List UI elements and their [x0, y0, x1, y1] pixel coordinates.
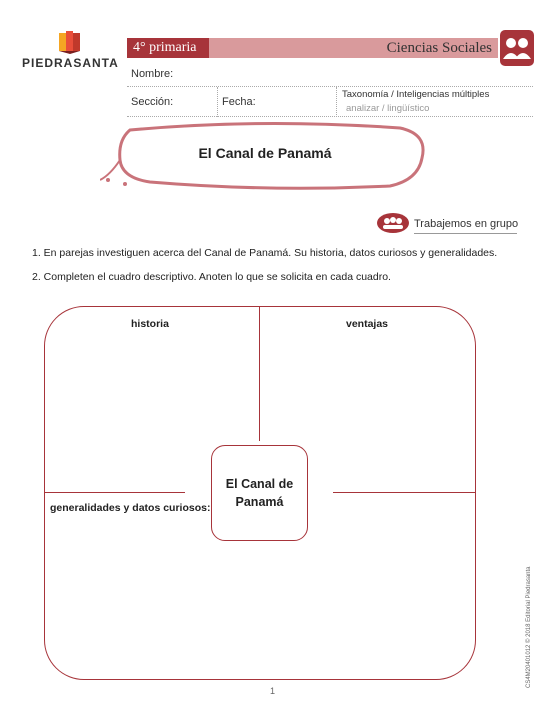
subject-label: Ciencias Sociales — [386, 40, 492, 56]
group-work-label: Trabajemos en grupo — [414, 218, 519, 230]
form-divider-1 — [217, 87, 218, 117]
chart-left-divider — [44, 492, 185, 493]
general-data-label: generalidades y datos curiosos: — [50, 502, 211, 514]
form-divider-2 — [336, 87, 337, 117]
center-topic-line2: Panamá — [235, 495, 284, 509]
group-people-icon — [500, 30, 534, 66]
page-number: 1 — [270, 686, 276, 696]
name-label: Nombre: — [131, 68, 174, 80]
date-label: Fecha: — [222, 96, 256, 108]
chart-right-divider — [333, 492, 476, 493]
group-people-icon — [377, 213, 409, 233]
taxonomy-value: analizar / lingüístico — [346, 103, 430, 114]
logo-text: PIEDRASANTA — [22, 56, 119, 70]
publisher-logo — [22, 30, 118, 74]
center-topic-line1: El Canal de — [225, 477, 294, 491]
general-data-answer-area[interactable] — [52, 520, 468, 670]
advantages-label: ventajas — [346, 318, 389, 330]
section-line — [127, 116, 533, 117]
chart-vertical-divider — [259, 306, 260, 441]
section-label: Sección: — [131, 96, 174, 108]
instruction-2: 2. Completen el cuadro descriptivo. Anoten lo que se solicita en cada cuadro. — [32, 271, 391, 283]
taxonomy-label: Taxonomía / Inteligencias múltiples — [342, 89, 490, 100]
book-logo-icon — [58, 30, 82, 54]
instruction-1: 1. En parejas investiguen acerca del Canal de Panamá. Su historia, datos curiosos y generalidades. — [32, 247, 498, 259]
history-answer-area[interactable] — [52, 336, 252, 486]
side-code: CS4M20401012 © 2018 Editorial Piedrasanta — [526, 566, 532, 688]
grade-label: 4° primaria — [127, 38, 209, 58]
group-work-underline — [414, 233, 517, 234]
history-label: historia — [131, 318, 169, 330]
advantages-answer-area[interactable] — [266, 336, 468, 486]
page-title: El Canal de Panamá — [198, 145, 332, 161]
name-line — [127, 86, 533, 87]
